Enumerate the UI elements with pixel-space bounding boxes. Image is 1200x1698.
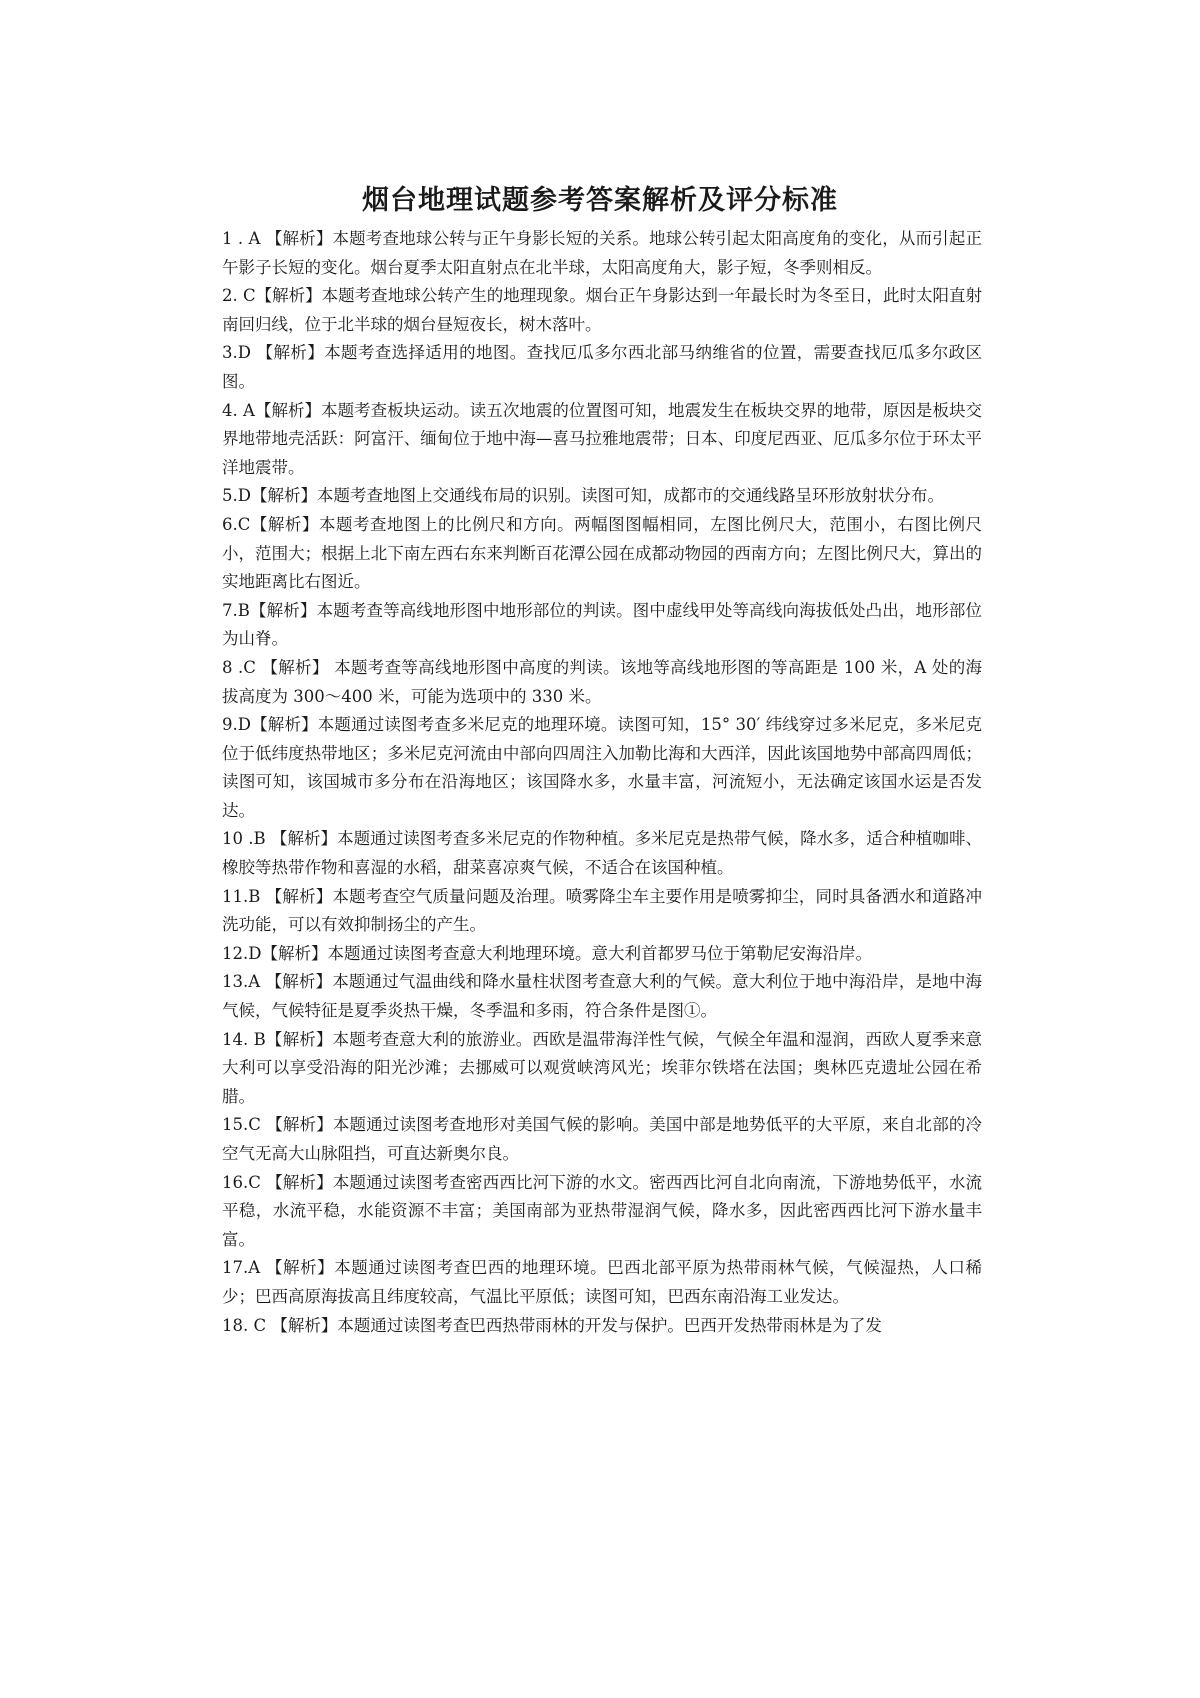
- answer-item-2: 2. C【解析】本题考查地球公转产生的地理现象。烟台正午身影达到一年最长时为冬至日，此时太阳直射南回归线，位于北半球的烟台昼短夜长，树木落叶。: [222, 286, 982, 334]
- answer-item-18: 18. C 【解析】本题通过读图考查巴西热带雨林的开发与保护。巴西开发热带雨林是为了发: [222, 1315, 882, 1335]
- answer-item-6: 6.C【解析】本题考查地图上的比例尺和方向。两幅图图幅相同，左图比例尺大，范围小，右图比例尺小，范围大；根据上北下南左西右东来判断百花潭公园在成都动物园的西南方向；左图比例尺大，算出的实地距离比右图近。: [222, 514, 982, 592]
- answer-item-16: 16.C 【解析】本题通过读图考查密西西比河下游的水文。密西西比河自北向南流，下游地势低平，水流平稳，水流平稳，水能资源不丰富；美国南部为亚热带湿润气候，降水多，因此密西西比河下游水量丰富。: [222, 1172, 982, 1249]
- answer-item-5: 5.D【解析】本题考查地图上交通线布局的识别。读图可知，成都市的交通线路呈环形放射状分布。: [222, 486, 944, 506]
- answer-item-14: 14. B【解析】本题考查意大利的旅游业。西欧是温带海洋性气候，气候全年温和湿润，西欧人夏季来意大利可以享受沿海的阳光沙滩；去挪威可以观赏峡湾风光；埃菲尔铁塔在法国；奥林匹克遗址公园在希腊。: [222, 1029, 982, 1106]
- answer-item-3: 3.D 【解析】本题考查选择适用的地图。查找厄瓜多尔西北部马纳维省的位置，需要查找厄瓜多尔政区图。: [222, 343, 982, 391]
- answer-list: [222, 225, 982, 1340]
- answer-item-10: 10 .B 【解析】本题通过读图考查多米尼克的作物种植。多米尼克是热带气候，降水多，适合种植咖啡、橡胶等热带作物和喜湿的水稻，甜菜喜凉爽气候，不适合在该国种植。: [222, 829, 982, 878]
- answer-item-15: 15.C 【解析】本题通过读图考查地形对美国气候的影响。美国中部是地势低平的大平原，来自北部的冷空气无高大山脉阻挡，可直达新奥尔良。: [222, 1115, 982, 1163]
- answer-item-4: 4. A【解析】本题考查板块运动。读五次地震的位置图可知，地震发生在板块交界的地带，原因是板块交界地带地壳活跃：阿富汗、缅甸位于地中海—喜马拉雅地震带；日本、印度尼西亚、厄瓜多尔位于环太平洋地震带。: [222, 400, 982, 477]
- answer-item-12: 12.D【解析】本题通过读图考查意大利地理环境。意大利首都罗马位于第勒尼安海沿岸。: [222, 943, 872, 963]
- answer-item-17: 17.A 【解析】本题通过读图考查巴西的地理环境。巴西北部平原为热带雨林气候，气候湿热，人口稀少；巴西高原海拔高且纬度较高，气温比平原低；读图可知，巴西东南沿海工业发达。: [222, 1258, 982, 1306]
- answer-item-8: 8 .C 【解析】 本题考查等高线地形图中高度的判读。该地等高线地形图的等高距是 100 米，A 处的海拔高度为 300～400 米，可能为选项中的 330 米。: [222, 657, 982, 706]
- answer-item-13: 13.A 【解析】本题通过气温曲线和降水量柱状图考查意大利的气候。意大利位于地中海沿岸，是地中海气候，气候特征是夏季炎热干燥，冬季温和多雨，符合条件是图①。: [222, 972, 982, 1021]
- answer-item-11: 11.B 【解析】本题考查空气质量问题及治理。喷雾降尘车主要作用是喷雾抑尘，同时具备洒水和道路冲洗功能，可以有效抑制扬尘的产生。: [222, 886, 982, 935]
- answer-item-9: 9.D【解析】本题通过读图考查多米尼克的地理环境。读图可知，15° 30′ 纬线穿过多米尼克，多米尼克位于低纬度热带地区；多米尼克河流由中部向四周注入加勒比海和大西洋，因此该国地势中部高四周低；读图可知，该国城市多分布在沿海地区；该国降水多，水量丰富，河流短小，无法确定该国水运是否发达。: [222, 715, 982, 820]
- answer-item-1: 1 . A 【解析】本题考查地球公转与正午身影长短的关系。地球公转引起太阳高度角的变化，从而引起正午影子长短的变化。烟台夏季太阳直射点在北半球，太阳高度角大，影子短，冬季则相反。: [222, 229, 982, 277]
- answer-item-7: 7.B【解析】本题考查等高线地形图中地形部位的判读。图中虚线甲处等高线向海拔低处凸出，地形部位为山脊。: [222, 600, 982, 649]
- document-title: 烟台地理试题参考答案解析及评分标准: [362, 185, 838, 216]
